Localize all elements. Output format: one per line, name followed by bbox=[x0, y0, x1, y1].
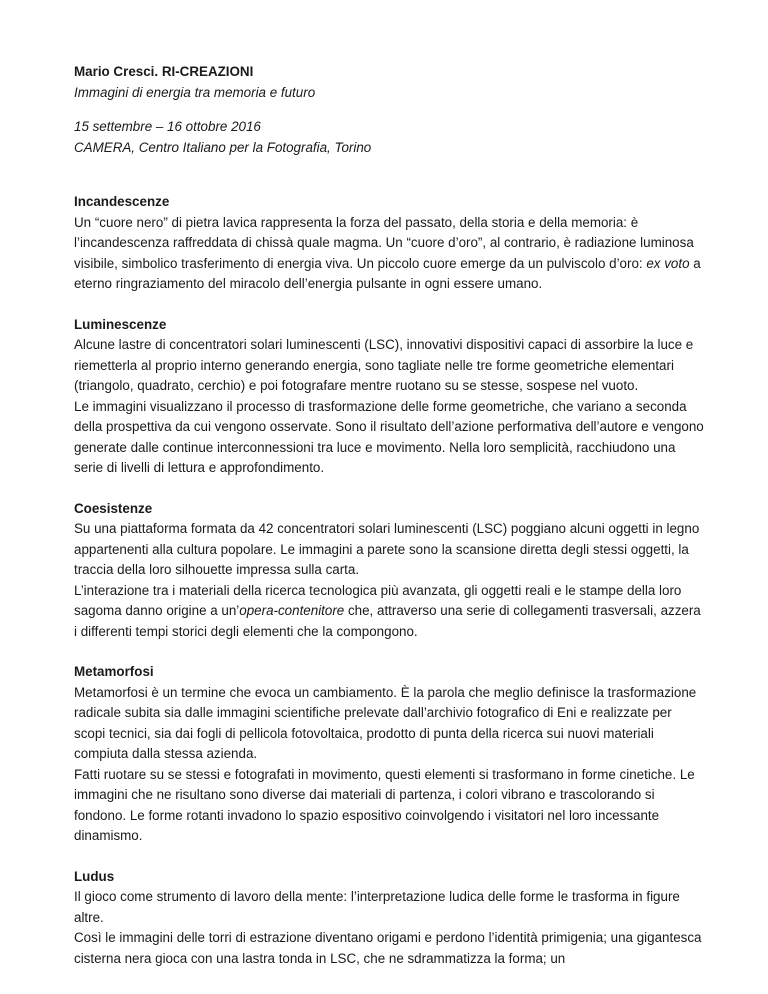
section-heading: Incandescenze bbox=[74, 194, 170, 209]
exhibition-title: Mario Cresci. RI-CREAZIONI bbox=[74, 64, 254, 79]
section-paragraph: Su una piattaforma formata da 42 concentratori solari luminescenti (LSC) poggiano alcuni oggetti in legno appartenenti alla cultura popolare. Le immagini a parete sono la scansione diretta degli stessi oggetti, la traccia della loro silhouette impressa sulla carta. bbox=[74, 521, 700, 577]
section-heading: Luminescenze bbox=[74, 316, 167, 332]
section-paragraph: Alcune lastre di concentratori solari luminescenti (LSC), innovativi dispositivi capaci di assorbire la luce e riemetterla al proprio interno generando energia, sono tagliate nelle tre forme geometriche elementari (triangolo, quadrato, cerchio) e poi fotografare mentre ruotano su se stesse, sospese nel vuoto. bbox=[74, 337, 694, 393]
section-luminescenze bbox=[74, 315, 706, 479]
section-incandescenze bbox=[74, 192, 706, 295]
exhibition-dates: 15 settembre – 16 ottobre 2016 bbox=[74, 119, 261, 134]
section-metamorfosi bbox=[74, 662, 706, 847]
paragraph-text: Un “cuore nero” di pietra lavica rappresenta la forza del passato, della storia e della memoria: è l’incandescenza raffreddata di chissà quale magma. Un “cuore d’oro”, al contrario, è radiazione luminosa visibile, simbolico trasferimento di energia viva. Un piccolo cuore emerge da un pulviscolo d’oro: bbox=[74, 214, 694, 271]
section-paragraph: Il gioco come strumento di lavoro della mente: l’interpretazione ludica delle forme le trasforma in figure altre. bbox=[74, 889, 680, 925]
document-page bbox=[74, 62, 706, 969]
section-coesistenze bbox=[74, 499, 706, 643]
document-header bbox=[74, 62, 706, 158]
paragraph-text: che, attraverso una serie di collegamenti trasversali, azzera i differenti tempi storici degli elementi che la compongono. bbox=[74, 603, 701, 639]
exhibition-venue: CAMERA, Centro Italiano per la Fotografia, Torino bbox=[74, 139, 372, 155]
section-heading: Ludus bbox=[74, 868, 115, 884]
section-heading: Coesistenze bbox=[74, 500, 153, 516]
section-paragraph: Le immagini visualizzano il processo di trasformazione delle forme geometriche, che variano a seconda della prospettiva da cui vengono osservate. Sono il risultato dell’azione performativa dell’autore e vengono generate dalle continue interconnessioni tra luce e movimento. Nella loro semplicità, racchiudono una serie di livelli di lettura e approfondimento. bbox=[74, 398, 704, 475]
emphasis-text: opera-contenitore bbox=[239, 603, 345, 618]
emphasis-text: ex voto bbox=[646, 255, 690, 271]
paragraph-text: a eterno ringraziamento del miracolo dell’energia pulsante in ogni essere umano. bbox=[74, 255, 701, 291]
section-heading: Metamorfosi bbox=[74, 664, 154, 679]
paragraph-text: L’interazione tra i materiali della ricerca tecnologica più avanzata, gli oggetti reali e le stampe della loro sagoma danno origine a un’ bbox=[74, 582, 682, 618]
section-paragraph: Così le immagini delle torri di estrazione diventano origami e perdono l’identità primigenia; una gigantesca cisterna nera gioca con una lastra tonda in LSC, che ne sdrammatizza la forma; un bbox=[74, 930, 702, 966]
section-paragraph: Metamorfosi è un termine che evoca un cambiamento. È la parola che meglio definisce la trasformazione radicale subita sia dalle immagini scientifiche prelevate dall’archivio fotografico di Eni e realizzate per scopi tecnici, sia dai fogli di pellicola fotovoltaica, prodotto di punta della ricerca sui nuovi materiali compiuta dalla stessa azienda. bbox=[74, 684, 697, 761]
section-ludus bbox=[74, 867, 706, 970]
section-paragraph bbox=[74, 213, 706, 295]
section-paragraph bbox=[74, 581, 706, 643]
exhibition-subtitle: Immagini di energia tra memoria e futuro bbox=[74, 84, 316, 100]
section-paragraph: Fatti ruotare su se stessi e fotografati in movimento, questi elementi si trasformano in forme cinetiche. Le immagini che ne risultano sono diverse dai materiali di partenza, i colori vibrano e trascolorando si fondono. Le forme rotanti invadono lo spazio espositivo coinvolgendo i visitatori nel loro incessante dinamismo. bbox=[74, 766, 695, 843]
